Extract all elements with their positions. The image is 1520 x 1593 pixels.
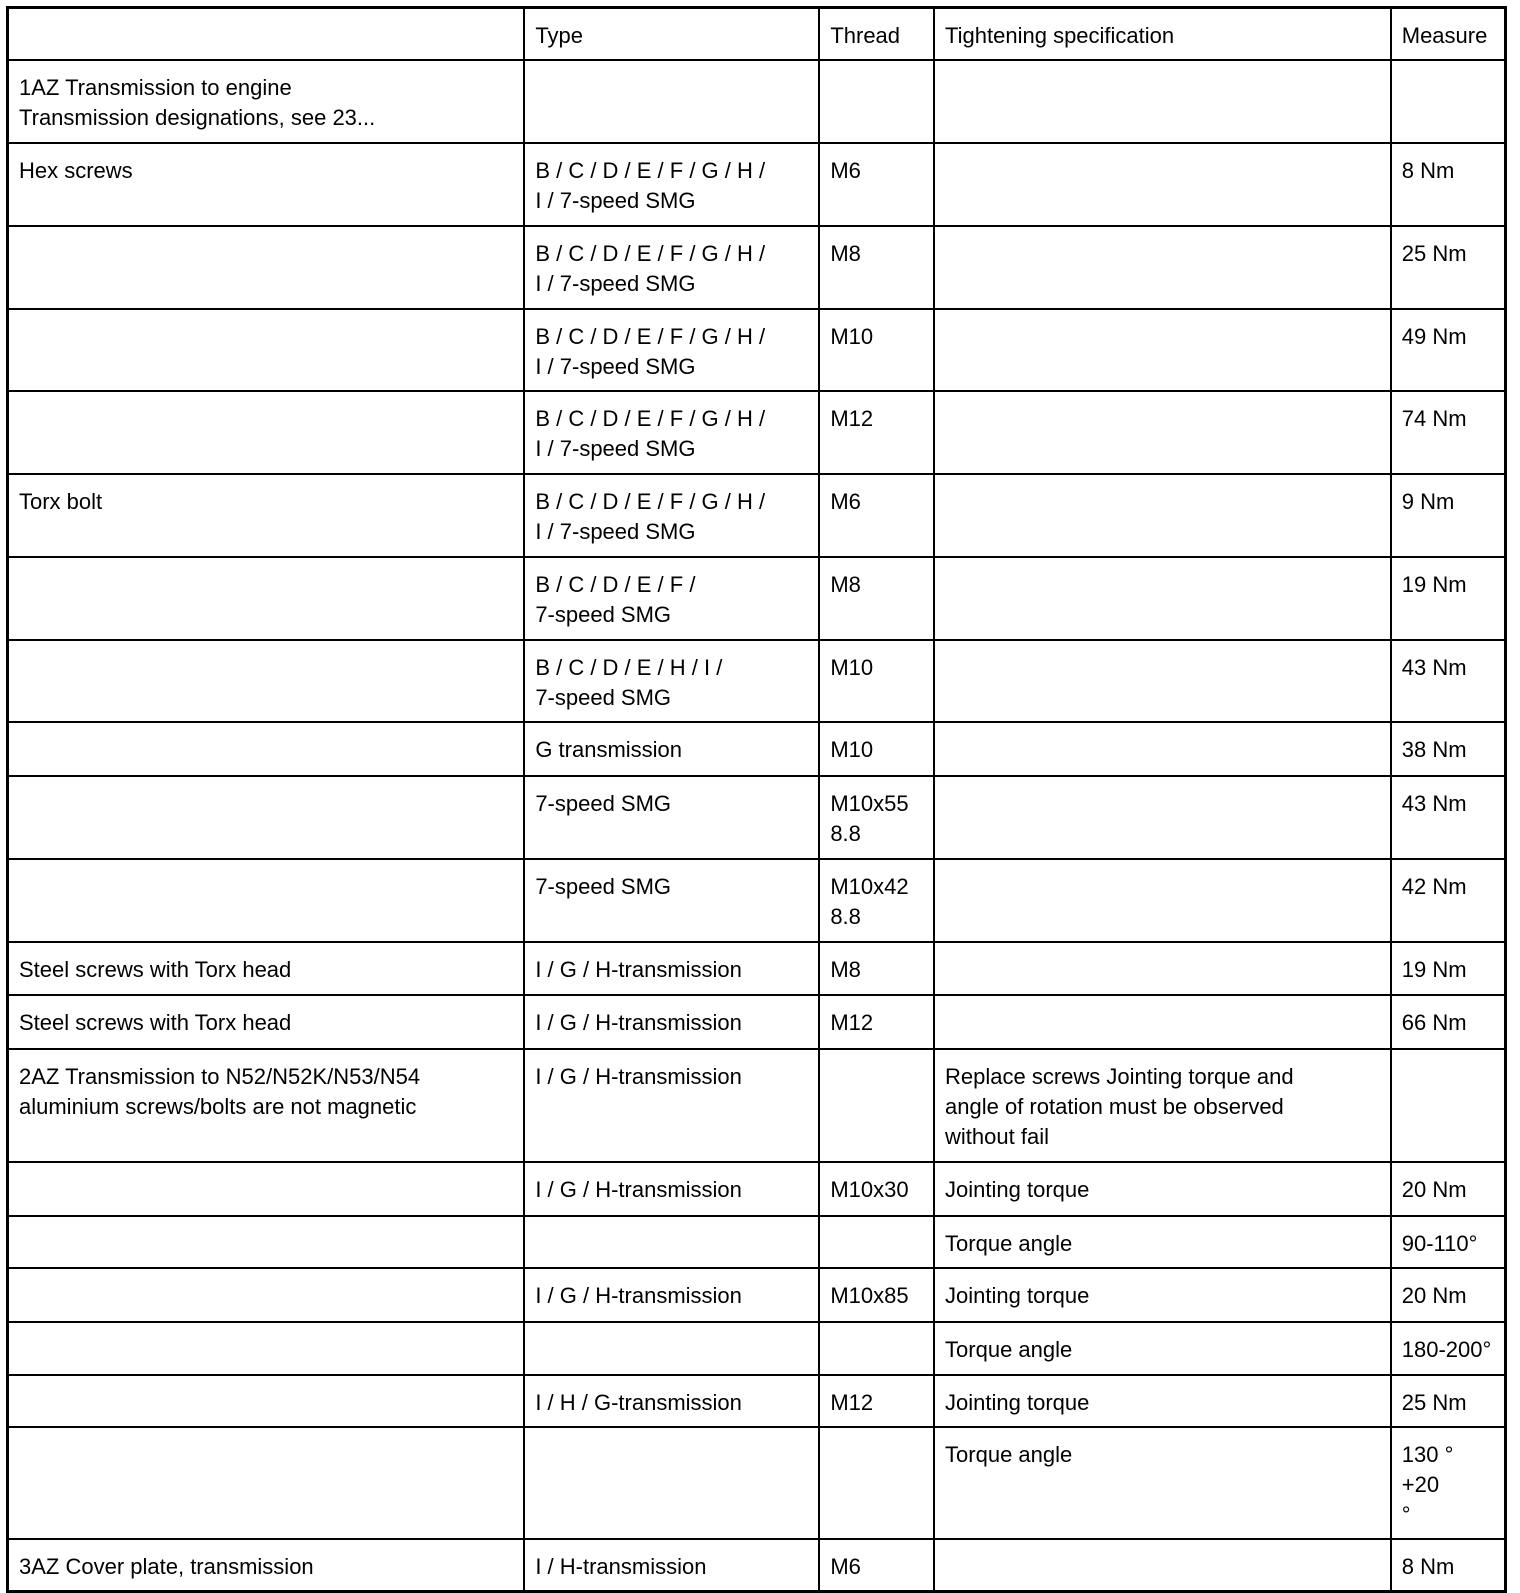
row-measure: 25 Nm xyxy=(1391,226,1506,309)
table-row xyxy=(8,1427,1506,1539)
table-row xyxy=(8,557,1506,640)
row-type xyxy=(524,1216,819,1268)
row-thread: M6 xyxy=(819,143,934,226)
row-thread: M12 xyxy=(819,1375,934,1427)
row-measure xyxy=(1391,1049,1506,1162)
row-measure: 42 Nm xyxy=(1391,859,1506,942)
row-measure: 90-110° xyxy=(1391,1216,1506,1268)
row-tightening xyxy=(934,859,1391,942)
table-row xyxy=(8,474,1506,557)
row-description: Steel screws with Torx head xyxy=(8,995,525,1049)
row-description xyxy=(8,1322,525,1375)
row-description xyxy=(8,226,525,309)
row-measure: 8 Nm xyxy=(1391,1539,1506,1592)
row-description xyxy=(8,859,525,942)
table-row xyxy=(8,1539,1506,1592)
row-description xyxy=(8,309,525,391)
row-tightening: Jointing torque xyxy=(934,1162,1391,1216)
row-description xyxy=(8,640,525,722)
row-type xyxy=(524,1427,819,1539)
row-thread: M12 xyxy=(819,391,934,474)
table-row xyxy=(8,1162,1506,1216)
row-description xyxy=(8,1375,525,1427)
row-type: I / G / H-transmission xyxy=(524,995,819,1049)
row-thread: M8 xyxy=(819,557,934,640)
table-row xyxy=(8,942,1506,995)
row-thread xyxy=(819,1322,934,1375)
row-type: I / H-transmission xyxy=(524,1539,819,1592)
row-description xyxy=(8,391,525,474)
row-measure: 180-200° xyxy=(1391,1322,1506,1375)
table-row xyxy=(8,226,1506,309)
row-tightening xyxy=(934,995,1391,1049)
header-description xyxy=(8,8,525,61)
row-tightening: Torque angle xyxy=(934,1427,1391,1539)
header-type: Type xyxy=(524,8,819,61)
row-description xyxy=(8,722,525,776)
row-description: Steel screws with Torx head xyxy=(8,942,525,995)
row-tightening xyxy=(934,226,1391,309)
row-tightening xyxy=(934,309,1391,391)
row-description: 2AZ Transmission to N52/N52K/N53/N54 aluminium screws/bolts are not magnetic xyxy=(8,1049,525,1162)
table-row xyxy=(8,1375,1506,1427)
row-type: 7-speed SMG xyxy=(524,859,819,942)
row-thread: M10x30 xyxy=(819,1162,934,1216)
row-tightening xyxy=(934,391,1391,474)
row-measure: 66 Nm xyxy=(1391,995,1506,1049)
row-thread: M10x55 8.8 xyxy=(819,776,934,859)
row-tightening: Jointing torque xyxy=(934,1375,1391,1427)
row-description xyxy=(8,1216,525,1268)
row-measure: 20 Nm xyxy=(1391,1162,1506,1216)
row-type: I / H / G-transmission xyxy=(524,1375,819,1427)
table-row xyxy=(8,859,1506,942)
row-type: B / C / D / E / F / G / H / I / 7-speed SMG xyxy=(524,226,819,309)
header-row xyxy=(8,8,1506,61)
torque-spec-table xyxy=(6,6,1507,1593)
header-measure: Measure xyxy=(1391,8,1506,61)
row-type: 7-speed SMG xyxy=(524,776,819,859)
table-row xyxy=(8,309,1506,391)
row-thread: M10x42 8.8 xyxy=(819,859,934,942)
row-tightening: Jointing torque xyxy=(934,1268,1391,1322)
row-type: I / G / H-transmission xyxy=(524,1162,819,1216)
row-thread: M10 xyxy=(819,722,934,776)
row-type: B / C / D / E / F / 7-speed SMG xyxy=(524,557,819,640)
row-type: B / C / D / E / F / G / H / I / 7-speed SMG xyxy=(524,474,819,557)
row-measure: 9 Nm xyxy=(1391,474,1506,557)
row-description xyxy=(8,1162,525,1216)
row-tightening xyxy=(934,143,1391,226)
row-measure: 25 Nm xyxy=(1391,1375,1506,1427)
row-description xyxy=(8,1268,525,1322)
row-tightening: Torque angle xyxy=(934,1216,1391,1268)
row-thread: M6 xyxy=(819,474,934,557)
row-tightening xyxy=(934,60,1391,143)
row-type: I / G / H-transmission xyxy=(524,1268,819,1322)
table-row xyxy=(8,143,1506,226)
row-measure: 43 Nm xyxy=(1391,640,1506,722)
row-tightening xyxy=(934,722,1391,776)
row-thread: M8 xyxy=(819,226,934,309)
row-measure: 49 Nm xyxy=(1391,309,1506,391)
row-type xyxy=(524,1322,819,1375)
row-measure: 19 Nm xyxy=(1391,942,1506,995)
row-thread: M10x85 xyxy=(819,1268,934,1322)
row-description: 1AZ Transmission to engine Transmission designations, see 23... xyxy=(8,60,525,143)
row-tightening: Torque angle xyxy=(934,1322,1391,1375)
table-row xyxy=(8,776,1506,859)
row-thread xyxy=(819,1049,934,1162)
table-row xyxy=(8,1322,1506,1375)
table-row xyxy=(8,391,1506,474)
table-body xyxy=(8,60,1506,1592)
table-row xyxy=(8,995,1506,1049)
row-measure: 8 Nm xyxy=(1391,143,1506,226)
spec-table-wrapper xyxy=(6,6,1507,1593)
row-measure: 38 Nm xyxy=(1391,722,1506,776)
row-description: Hex screws xyxy=(8,143,525,226)
row-measure xyxy=(1391,60,1506,143)
row-thread xyxy=(819,1427,934,1539)
header-thread: Thread xyxy=(819,8,934,61)
row-type: B / C / D / E / H / I / 7-speed SMG xyxy=(524,640,819,722)
row-description xyxy=(8,776,525,859)
row-thread: M6 xyxy=(819,1539,934,1592)
row-type: I / G / H-transmission xyxy=(524,942,819,995)
row-thread: M12 xyxy=(819,995,934,1049)
row-description xyxy=(8,557,525,640)
header-tightening: Tightening specification xyxy=(934,8,1391,61)
row-description: Torx bolt xyxy=(8,474,525,557)
row-tightening xyxy=(934,474,1391,557)
row-measure: 43 Nm xyxy=(1391,776,1506,859)
row-description: 3AZ Cover plate, transmission xyxy=(8,1539,525,1592)
table-row xyxy=(8,722,1506,776)
row-type xyxy=(524,60,819,143)
table-row xyxy=(8,60,1506,143)
table-row xyxy=(8,1216,1506,1268)
row-tightening xyxy=(934,640,1391,722)
row-thread: M10 xyxy=(819,640,934,722)
row-measure: 74 Nm xyxy=(1391,391,1506,474)
row-thread: M10 xyxy=(819,309,934,391)
row-thread xyxy=(819,60,934,143)
row-thread xyxy=(819,1216,934,1268)
table-row xyxy=(8,640,1506,722)
row-tightening xyxy=(934,942,1391,995)
row-type: B / C / D / E / F / G / H / I / 7-speed SMG xyxy=(524,309,819,391)
row-tightening xyxy=(934,1539,1391,1592)
row-measure: 130 ° +20 ° xyxy=(1391,1427,1506,1539)
row-description xyxy=(8,1427,525,1539)
table-row xyxy=(8,1049,1506,1162)
row-tightening xyxy=(934,776,1391,859)
row-measure: 19 Nm xyxy=(1391,557,1506,640)
row-type: B / C / D / E / F / G / H / I / 7-speed SMG xyxy=(524,391,819,474)
row-type: G transmission xyxy=(524,722,819,776)
row-tightening: Replace screws Jointing torque and angle of rotation must be observed without fail xyxy=(934,1049,1391,1162)
row-tightening xyxy=(934,557,1391,640)
row-type: B / C / D / E / F / G / H / I / 7-speed SMG xyxy=(524,143,819,226)
table-row xyxy=(8,1268,1506,1322)
row-thread: M8 xyxy=(819,942,934,995)
row-type: I / G / H-transmission xyxy=(524,1049,819,1162)
row-measure: 20 Nm xyxy=(1391,1268,1506,1322)
